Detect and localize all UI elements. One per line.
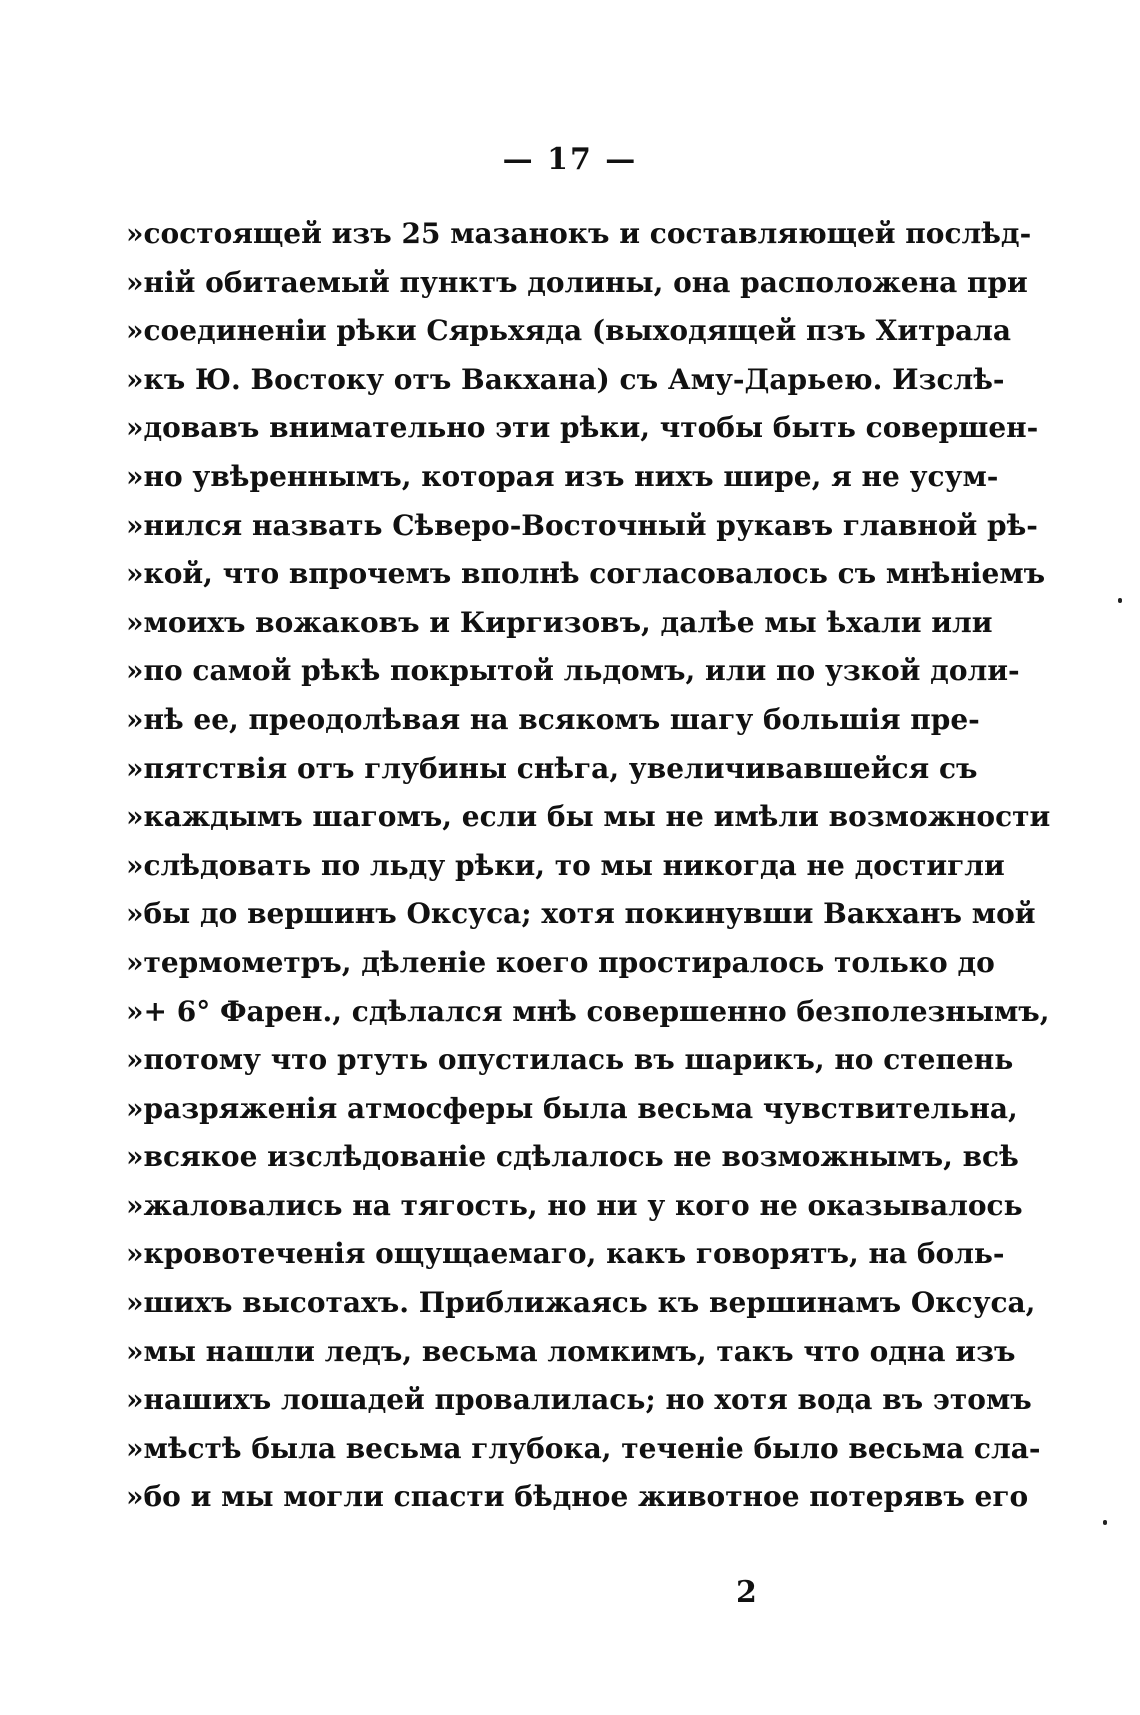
text-line: »пятствія отъ глубины снѣга, увеличивавшейся съ [126, 751, 978, 785]
signature-mark: 2 [736, 1575, 757, 1610]
text-line: »бо и мы могли спасти бѣдное животное потерявъ его [126, 1480, 1029, 1514]
page-number: — 17 — [502, 142, 638, 177]
text-line: »+ 6° Фарен., сдѣлался мнѣ совершенно безполезнымъ, [126, 994, 1050, 1028]
text-line: »кой, что впрочемъ вполнѣ согласовалось съ мнѣніемъ [126, 557, 1046, 591]
text-line: »довавъ внимательно эти рѣки, чтобы быть совершен- [126, 411, 1039, 445]
text-line: »соединеніи рѣки Сярьхяда (выходящей пзъ Хитрала [126, 314, 1012, 348]
text-line: »бы до вершинъ Оксуса; хотя покинувши Вакханъ мой [126, 897, 1036, 931]
text-line: »термометръ, дѣленіе коего простиралось только до [126, 945, 995, 979]
text-line: »мѣстѣ была весьма глубока, теченіе было весьма сла- [126, 1431, 1041, 1465]
stray-dot [1118, 598, 1122, 603]
text-line: »слѣдовать по льду рѣки, то мы никогда не достигли [126, 848, 1005, 882]
text-line: »жаловались на тягость, но ни у кого не оказывалось [126, 1188, 1023, 1222]
text-line: »нился назвать Сѣверо-Восточный рукавъ главной рѣ- [126, 508, 1038, 542]
text-line: »мы нашли ледъ, весьма ломкимъ, такъ что одна изъ [126, 1334, 1016, 1368]
text-line: »разряженія атмосферы была весьма чувствительна, [126, 1091, 1018, 1125]
text-line: »каждымъ шагомъ, если бы мы не имѣли возможности [126, 800, 1051, 834]
text-line: »шихъ высотахъ. Приближаясь къ вершинамъ Оксуса, [126, 1286, 1036, 1320]
text-block [126, 210, 1051, 1522]
text-line: »нашихъ лошадей провалилась; но хотя вода въ этомъ [126, 1383, 1032, 1417]
text-line: »состоящей изъ 25 мазанокъ и составляющей послѣд- [126, 217, 1032, 250]
text-line: »нѣ ее, преодолѣвая на всякомъ шагу большія пре- [126, 702, 980, 736]
text-line: »всякое изслѣдованіе сдѣлалось не возможнымъ, всѣ [126, 1140, 1019, 1174]
text-line: »моихъ вожаковъ и Киргизовъ, далѣе мы ѣхали или [126, 605, 993, 639]
text-line: »потому что ртуть опустилась въ шарикъ, но степень [126, 1043, 1014, 1077]
text-line: »къ Ю. Востоку отъ Вакхана) съ Аму-Дарьею. Изслѣ- [126, 362, 1005, 396]
stray-dot [1103, 1520, 1107, 1525]
text-line: »кровотеченія ощущаемаго, какъ говорятъ, на боль- [126, 1237, 1005, 1271]
text-line: »ній обитаемый пунктъ долины, она расположена при [126, 265, 1028, 299]
text-line: »но увѣреннымъ, которая изъ нихъ шире, я не усум- [126, 459, 999, 493]
text-line: »по самой рѣкѣ покрытой льдомъ, или по узкой доли- [126, 654, 1020, 688]
